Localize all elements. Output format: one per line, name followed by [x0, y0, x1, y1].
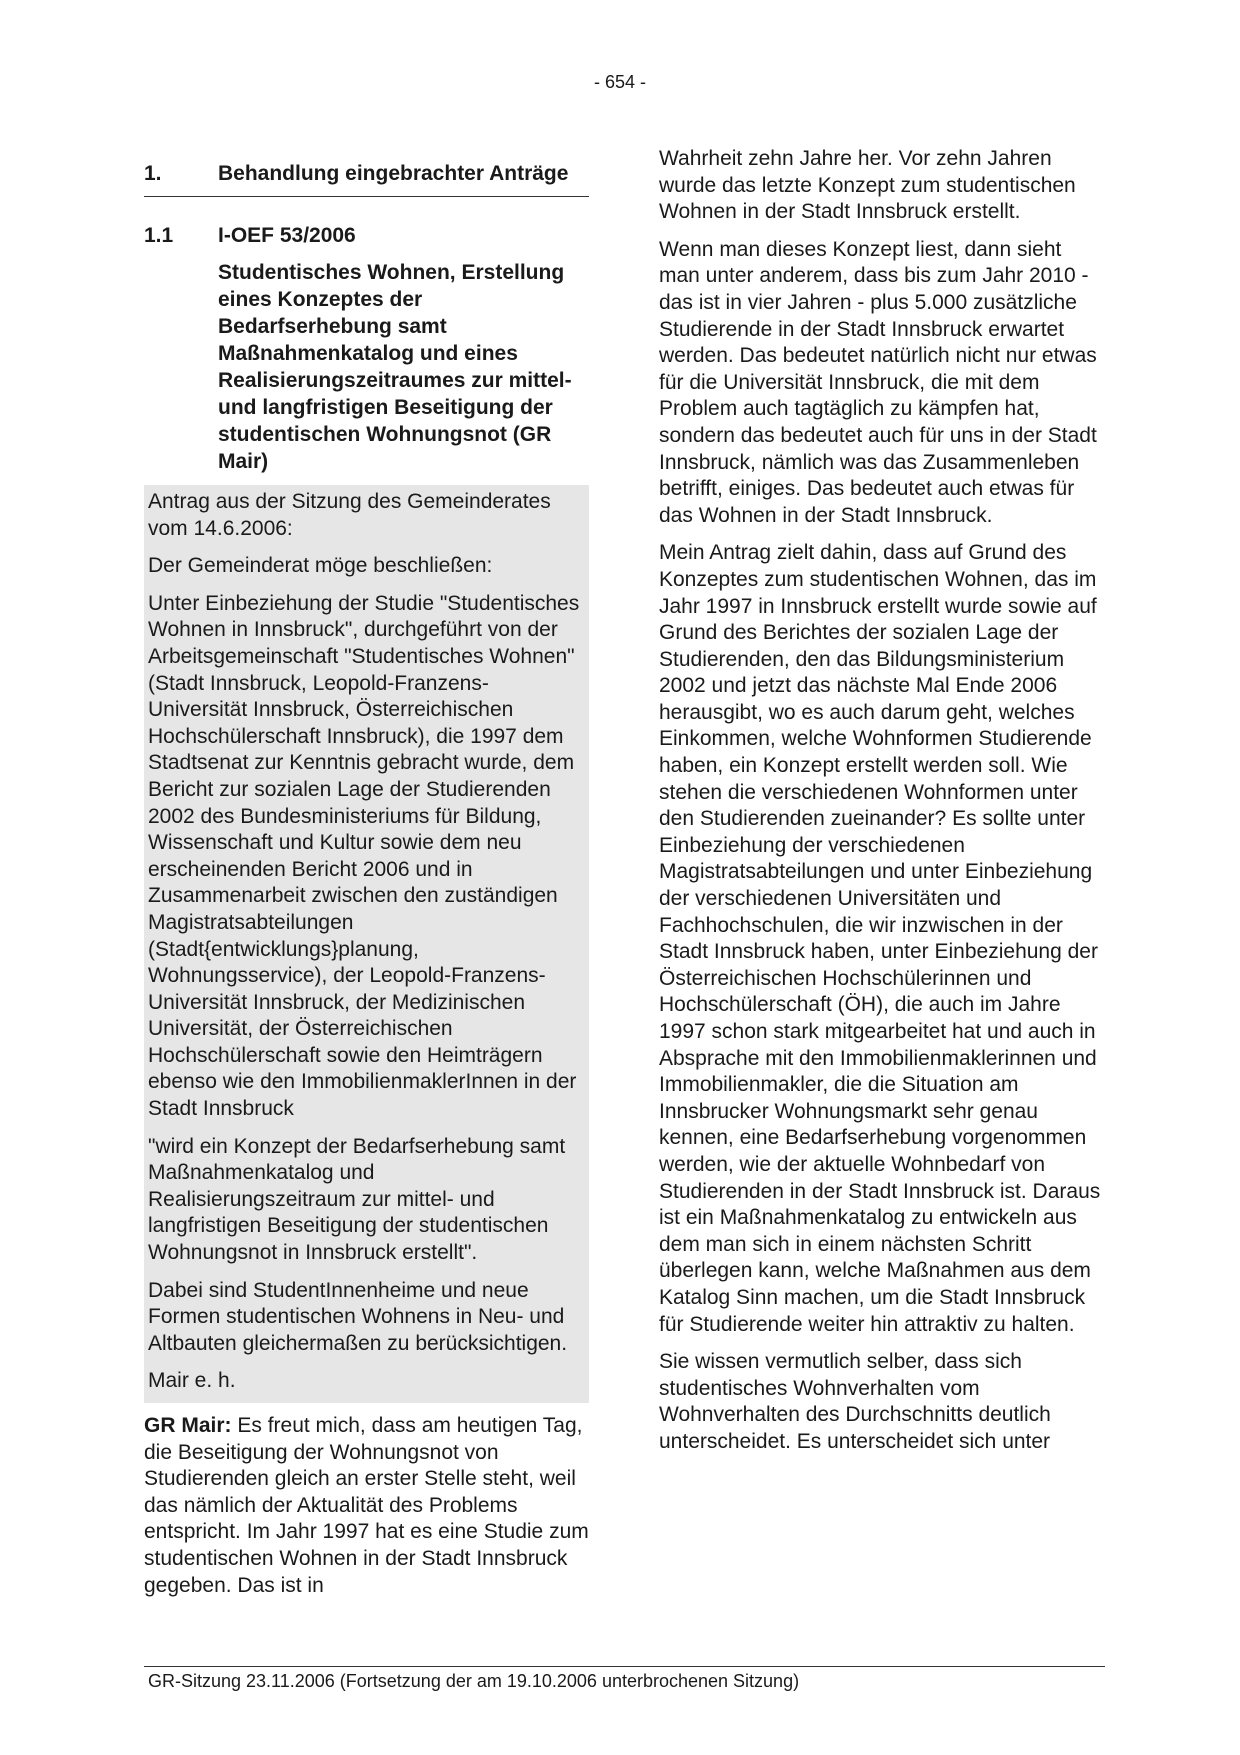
section-heading — [144, 160, 589, 187]
motion-quote: "wird ein Konzept der Bedarfserhebung samt Maßnahmenkatalog und Realisierungszeitraum zur mittel- und langfristigen Beseitigung der studentischen Wohnungsnot in Innsbruck erstellt". — [148, 1134, 566, 1265]
page-number: - 654 - — [593, 72, 647, 92]
right-column — [659, 146, 1105, 1467]
footer-text: GR-Sitzung 23.11.2006 (Fortsetzung der am 19.10.2006 unterbrochenen Sitzung) — [148, 1671, 800, 1691]
subsection-id: I-OEF 53/2006 — [218, 224, 356, 247]
motion-resolution-lead: Der Gemeinderat möge beschließen: — [148, 554, 493, 578]
section-number: 1. — [144, 162, 162, 185]
motion-box — [144, 485, 589, 1403]
speaker-name: GR Mair: — [144, 1414, 232, 1437]
left-column — [144, 160, 589, 1610]
motion-title: Studentisches Wohnen, Erstellung eines Konzeptes der Bedarfserhebung samt Maßnahmenkatalog und eines Realisierungszeitraumes zur mittel- und langfristigen Beseitigung der studentischen Wohnungsnot (GR Mair) — [218, 261, 572, 473]
speech-paragraph-1: Wahrheit zehn Jahre her. Vor zehn Jahren wurde das letzte Konzept zum studentischen Wohnen in der Stadt Innsbruck erstellt. — [659, 147, 1076, 224]
footer-divider — [144, 1666, 1105, 1667]
subsection-heading — [144, 222, 589, 249]
speech-paragraph-4: Sie wissen vermutlich selber, dass sich studentisches Wohnverhalten vom Wohnverhalten des Durchschnitts deutlich unterscheidet. Es unterscheidet sich unter — [659, 1350, 1051, 1453]
subsection-number: 1.1 — [144, 224, 174, 247]
section-divider — [144, 196, 589, 197]
motion-intro: Antrag aus der Sitzung des Gemeinderates vom 14.6.2006: — [148, 490, 551, 540]
speech-text-left: Es freut mich, dass am heutigen Tag, die Beseitigung der Wohnungsnot von Studierenden gleich an erster Stelle steht, weil das nämlich der Aktualität des Problems entspricht. Im Jahr 1997 hat es eine Studie zum studentischen Wohnen in der Stadt Innsbruck gegeben. Das ist in — [144, 1414, 589, 1597]
speech-paragraph — [144, 1413, 589, 1599]
speech-paragraph-3: Mein Antrag zielt dahin, dass auf Grund des Konzeptes zum studentischen Wohnen, das im Jahr 1997 in Innsbruck erstellt wurde sowie auf Grund des Berichtes der sozialen Lage der Studierenden, den das Bildungsministerium 2002 und jetzt das nächste Mal Ende 2006 herausgibt, wo es auch darum geht, welches Einkommen, welche Wohnformen Studierende haben, ein Konzept erstellt werden soll. Wie stehen die verschiedenen Wohnformen unter den Studierenden zueinander? Es sollte unter Einbeziehung der verschiedenen Magistratsabteilungen und unter Einbeziehung der verschiedenen Universitäten und Fachhochschulen, die wir inzwischen in der Stadt Innsbruck haben, unter Einbeziehung der Österreichischen Hochschülerinnen und Hochschülerschaft (ÖH), die auch im Jahre 1997 schon stark mitgearbeitet hat und auch in Absprache mit den Immobilienmaklerinnen und Immobilienmakler, die die Situation am Innsbrucker Wohnungsmarkt sehr genau kennen, eine Bedarfserhebung vorgenommen werden, wie der aktuelle Wohnbedarf von Studierenden in der Stadt Innsbruck ist. Daraus ist ein Maßnahmenkatalog zu entwickeln aus dem man sich in einem nächsten Schritt überlegen kann, welche Maßnahmen aus dem Katalog Sinn machen, um die Stadt Innsbruck für Studierende weiter hin attraktiv zu halten. — [659, 541, 1101, 1336]
section-title: Behandlung eingebrachter Anträge — [218, 162, 569, 185]
motion-body: Unter Einbeziehung der Studie "Studentisches Wohnen in Innsbruck", durchgeführt von der Arbeitsgemeinschaft "Studentisches Wohnen" (Stadt Innsbruck, Leopold-Franzens-Universität Innsbruck, Österreichischen Hochschülerschaft Innsbruck), die 1997 dem Stadtsenat zur Kenntnis gebracht wurde, dem Bericht zur sozialen Lage der Studierenden 2002 des Bundesministeriums für Bildung, Wissenschaft und Kultur sowie dem neu erscheinenden Bericht 2006 und in Zusammenarbeit zwischen den zuständigen Magistratsabteilungen (Stadt{entwicklungs}planung, Wohnungsservice), der Leopold-Franzens-Universität Innsbruck, der Medizinischen Universität, der Österreichischen Hochschülerschaft sowie den Heimträgern ebenso wie den ImmobilienmaklerInnen in der Stadt Innsbruck — [148, 591, 580, 1121]
motion-addendum: Dabei sind StudentInnenheime und neue Formen studentischen Wohnens in Neu- und Altbauten gleichermaßen zu berücksichtigen. — [148, 1278, 568, 1355]
motion-signature: Mair e. h. — [148, 1369, 236, 1393]
speech-paragraph-2: Wenn man dieses Konzept liest, dann sieht man unter anderem, dass bis zum Jahr 2010 - das ist in vier Jahren - plus 5.000 zusätzliche Studierende in der Stadt Innsbruck erwartet werden. Das bedeutet natürlich nicht nur etwas für die Universität Innsbruck, die mit dem Problem auch tagtäglich zu kämpfen hat, sondern das bedeutet auch für uns in der Stadt Innsbruck, nämlich was das Zusammenleben betrifft, einiges. Das bedeutet auch etwas für das Wohnen in der Stadt Innsbruck. — [659, 237, 1097, 527]
